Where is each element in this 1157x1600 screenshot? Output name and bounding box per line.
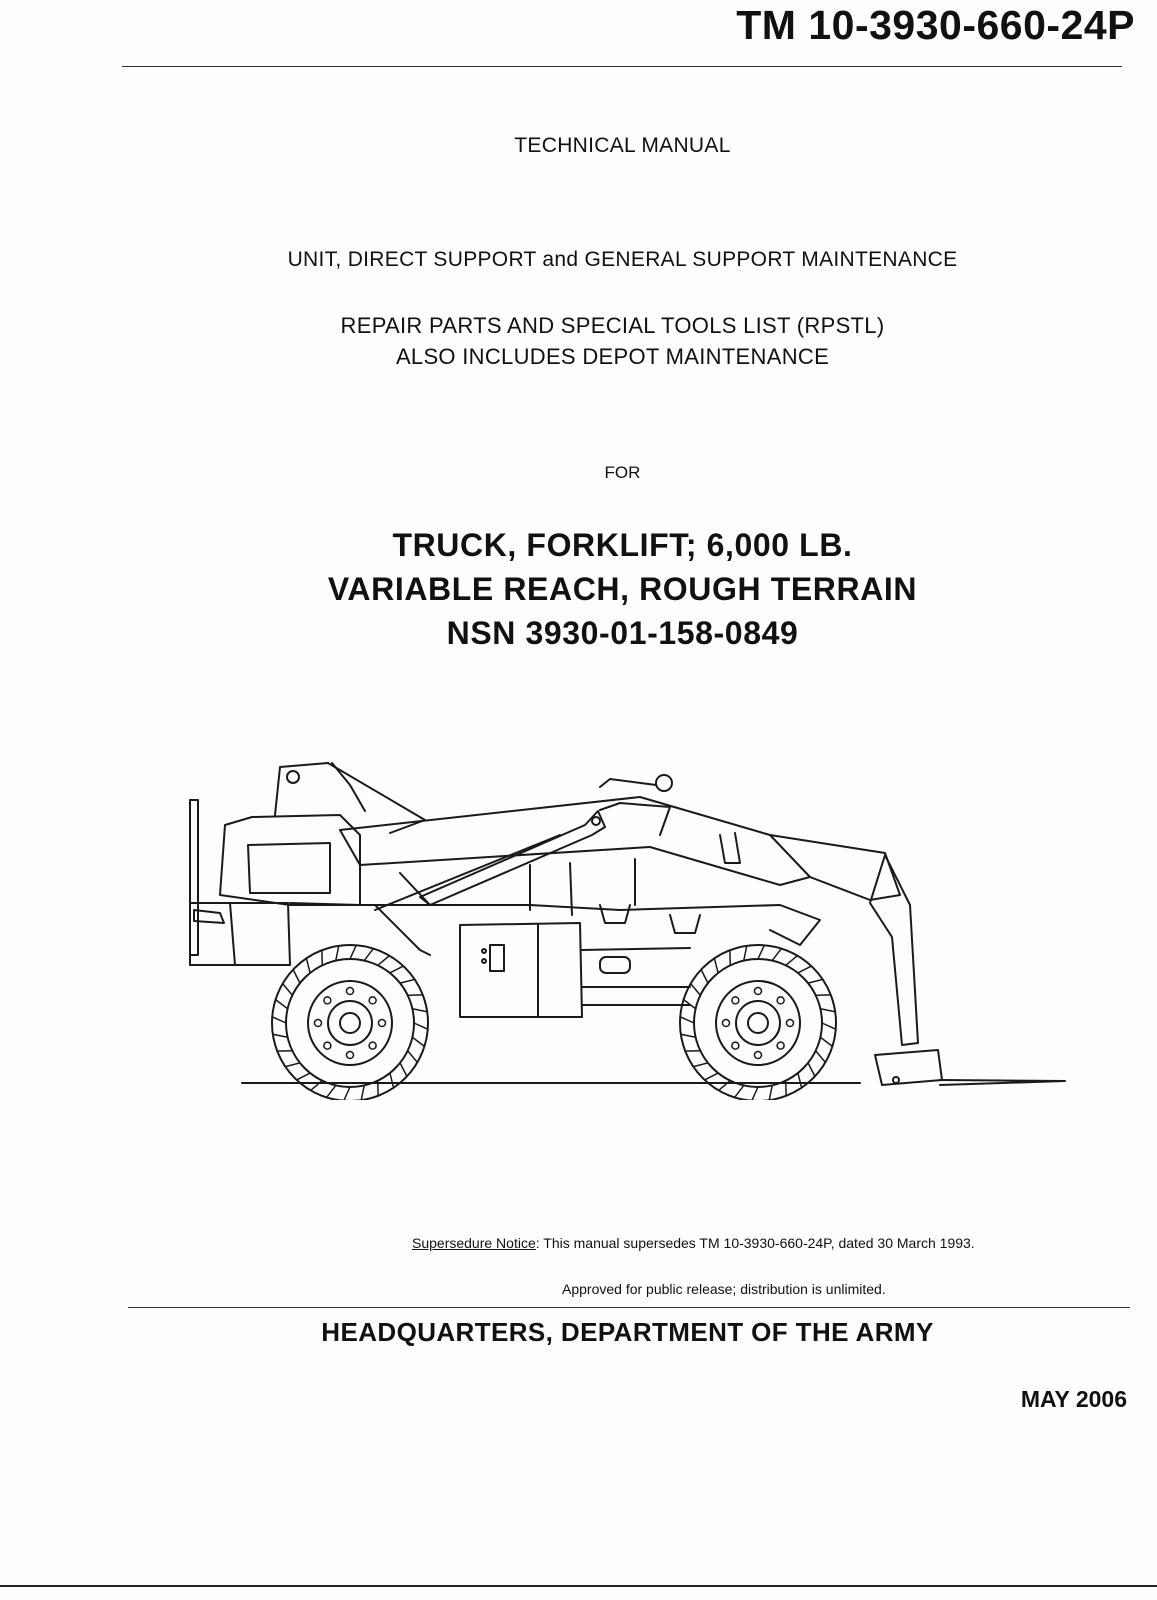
tire-tread: [400, 1063, 407, 1076]
tire-tread: [293, 970, 300, 983]
tire-tread: [693, 1063, 708, 1067]
title-line-1: TRUCK, FORKLIFT; 6,000 LB.: [392, 527, 853, 563]
manual-type: TECHNICAL MANUAL: [514, 134, 731, 157]
lug-nut: [347, 1052, 354, 1059]
tire-tread: [772, 949, 781, 961]
tire-tread: [744, 946, 747, 961]
publication-date: MAY 2006: [1020, 1386, 1127, 1412]
tire-tread: [714, 958, 718, 973]
forklift-illustration: [180, 755, 1080, 1100]
distribution-statement: Approved for public release; distribution is unlimited.: [562, 1281, 886, 1297]
tire-tread: [297, 1073, 310, 1080]
tire-tread: [680, 1017, 694, 1023]
lug-nut: [755, 1052, 762, 1059]
lug-nut: [755, 988, 762, 995]
tire-tread: [758, 945, 764, 959]
tire-tread: [820, 1009, 835, 1012]
lug-nut: [732, 997, 739, 1004]
rear-wheel: [272, 945, 428, 1100]
tire-tread: [361, 1085, 364, 1100]
title-line-2: VARIABLE REACH, ROUGH TERRAIN: [327, 571, 918, 607]
lug-nut: [324, 1042, 331, 1049]
lug-nut: [787, 1020, 794, 1027]
tire-tread: [681, 1034, 696, 1037]
tire-tread: [344, 1087, 350, 1100]
bottom-edge-rule: [0, 1585, 1157, 1587]
supersedure-label: Supersedure Notice: [412, 1235, 536, 1251]
tire-tread: [798, 1073, 802, 1088]
for-label: FOR: [604, 463, 641, 482]
lug-nut: [369, 997, 376, 1004]
tire-tread: [273, 1034, 288, 1037]
tire-tread: [798, 966, 811, 973]
tire-tread: [350, 945, 356, 959]
tire-tread: [786, 956, 798, 966]
rpstl-subtitle: REPAIR PARTS AND SPECIAL TOOLS LIST (RPSTL): [340, 313, 885, 338]
tire-tread: [820, 1037, 832, 1046]
lug-nut: [347, 988, 354, 995]
tire-tread: [327, 1085, 336, 1097]
tire-tread: [414, 1023, 428, 1029]
tire-tread: [752, 1087, 758, 1100]
lug-nut: [777, 997, 784, 1004]
tire-tread: [816, 1051, 826, 1063]
tire-tread: [378, 956, 390, 966]
depot-subtitle: ALSO INCLUDES DEPOT MAINTENANCE: [395, 344, 830, 369]
tire-tread: [276, 1000, 288, 1009]
tire-tread: [306, 958, 310, 973]
top-rule: [122, 66, 1122, 67]
tire-tread: [822, 1023, 836, 1029]
lug-nut: [379, 1020, 386, 1027]
tire-tread: [390, 966, 403, 973]
tire-tread: [336, 946, 339, 961]
tire-tread: [808, 979, 823, 983]
supersedure-notice: [412, 1235, 975, 1251]
tire-tread: [390, 1073, 394, 1088]
lug-nut: [369, 1042, 376, 1049]
tire-tread: [412, 1037, 424, 1046]
lug-nut: [315, 1020, 322, 1027]
tire-tread: [400, 979, 415, 983]
lug-nut: [324, 997, 331, 1004]
nsn-line: NSN 3930-01-158-0849: [446, 615, 799, 651]
front-wheel: [680, 945, 836, 1100]
lug-nut: [732, 1042, 739, 1049]
tire-tread: [364, 949, 373, 961]
tire-tread: [285, 1063, 300, 1067]
tire-tread: [412, 1009, 427, 1012]
maintenance-level: UNIT, DIRECT SUPPORT and GENERAL SUPPORT MAINTENANCE: [287, 248, 958, 271]
lug-nut: [777, 1042, 784, 1049]
tire-tread: [272, 1017, 286, 1023]
supersedure-text: : This manual supersedes TM 10-3930-660-24P, dated 30 March 1993.: [535, 1235, 975, 1251]
footer-rule: [128, 1307, 1130, 1308]
tire-tread: [705, 1073, 718, 1080]
tire-tread: [408, 1051, 418, 1063]
tire-tread: [735, 1085, 744, 1097]
lug-nut: [723, 1020, 730, 1027]
tire-tread: [691, 984, 701, 996]
issuing-authority: HEADQUARTERS, DEPARTMENT OF THE ARMY: [321, 1317, 934, 1347]
tire-tread: [701, 970, 708, 983]
tire-tread: [808, 1063, 815, 1076]
tm-number: TM 10-3930-660-24P: [736, 2, 1135, 48]
tire-tread: [283, 984, 293, 996]
tire-tread: [769, 1085, 772, 1100]
